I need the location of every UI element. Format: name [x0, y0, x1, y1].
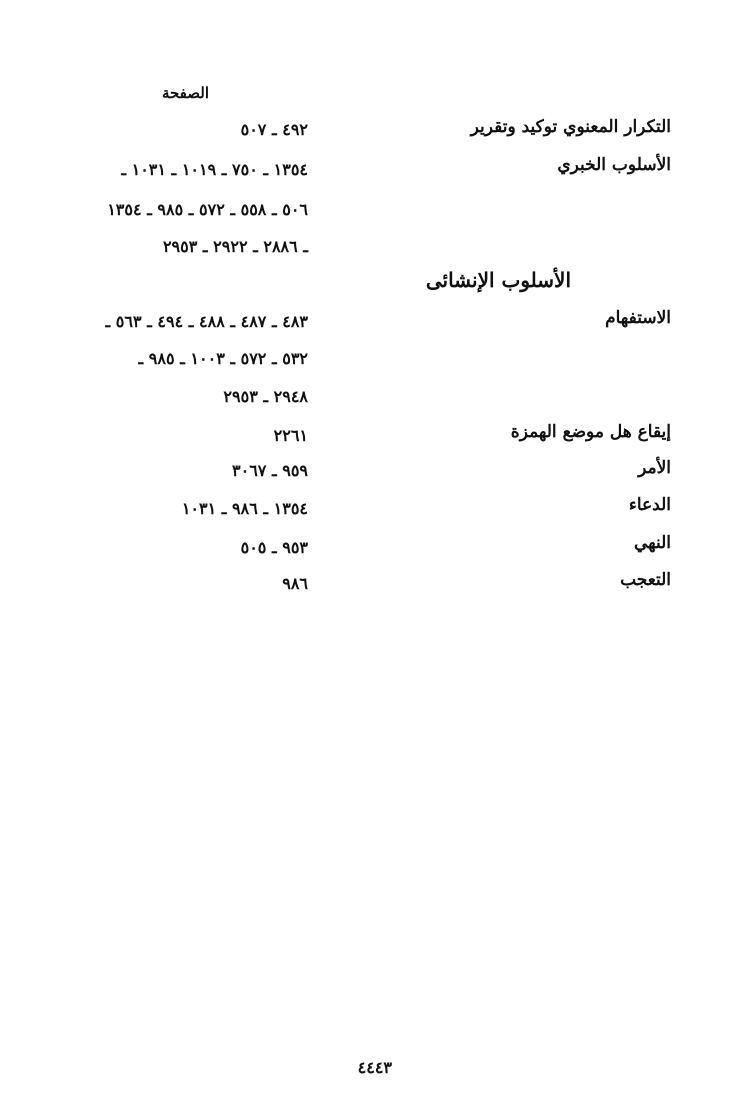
index-pages: ٤٨٣ ـ ٤٨٧ ـ ٤٨٨ ـ ٤٩٤ ـ ٥٦٣ ـ — [105, 312, 308, 331]
index-topic: النهي — [633, 533, 671, 553]
index-topic: الأمر — [638, 458, 671, 478]
index-pages: ٩٥٩ ـ ٣٠٦٧ — [232, 461, 308, 480]
index-topic: الاستفهام — [605, 308, 671, 328]
index-pages: ٢٩٤٨ ـ ٢٩٥٣ — [223, 387, 308, 406]
index-topic: إيقاع هل موضع الهمزة — [510, 422, 671, 442]
index-pages: ٩٥٣ ـ ٥٠٥ — [240, 538, 308, 557]
index-pages: ٥٠٦ ـ ٥٥٨ ـ ٥٧٢ ـ ٩٨٥ ـ ١٣٥٤ — [107, 200, 308, 219]
index-pages: ٢٢٦١ — [273, 426, 308, 445]
index-pages: ٥٣٢ ـ ٥٧٢ ـ ١٠٠٣ ـ ٩٨٥ ـ — [138, 349, 308, 368]
index-topic: التكرار المعنوي توكيد وتقرير — [470, 117, 671, 137]
index-topic: الأسلوب الخبري — [557, 155, 671, 175]
index-topic: التعجب — [620, 570, 671, 590]
page-number: ٤٤٤٣ — [357, 1058, 392, 1077]
index-pages: ١٣٥٤ ـ ٩٨٦ ـ ١٠٣١ — [181, 499, 308, 518]
section-heading: الأسلوب الإنشائى — [425, 268, 571, 292]
index-pages: ـ ٢٨٨٦ ـ ٢٩٢٢ ـ ٢٩٥٣ — [162, 237, 308, 256]
index-topic: الدعاء — [628, 495, 671, 515]
column-header-page: الصفحة — [161, 84, 209, 102]
index-pages: ١٣٥٤ ـ ٧٥٠ ـ ١٠١٩ ـ ١٠٣١ ـ — [121, 160, 308, 179]
index-pages: ٤٩٢ ـ ٥٠٧ — [240, 120, 308, 139]
index-pages: ٩٨٦ — [282, 574, 308, 593]
